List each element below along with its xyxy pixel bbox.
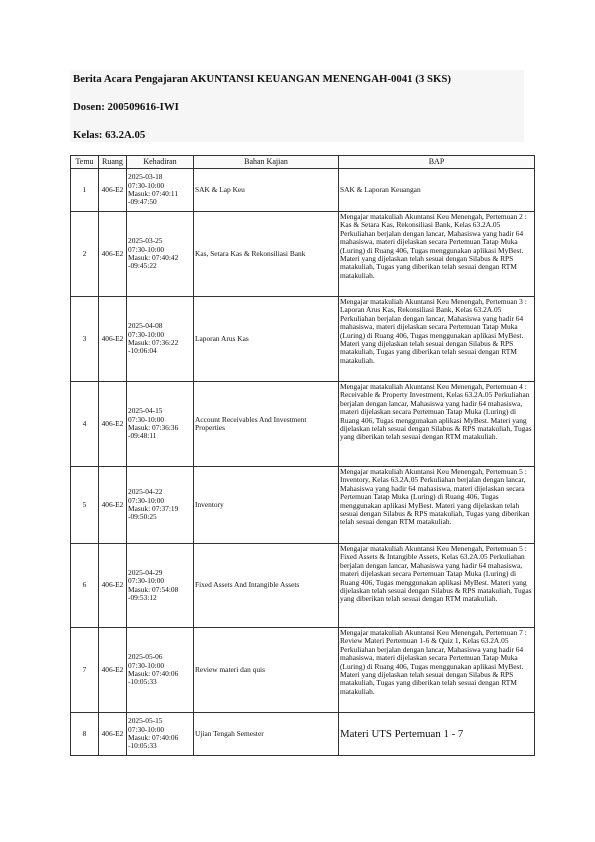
cell-kehadiran: 2025-04-22 07:30-10:00 Masuk: 07:37:19 -09:50:25 — [127, 467, 194, 544]
table-row — [71, 297, 535, 382]
attendance-table — [70, 155, 535, 756]
cell-ruang: 406-E2 — [99, 467, 127, 544]
cell-kehadiran: 2025-05-15 07:30-10:00 Masuk: 07:40:06 -10:05:33 — [127, 713, 194, 756]
lecturer-info: Dosen: 200509616-IWI — [73, 101, 179, 113]
table-row — [71, 713, 535, 756]
cell-ruang: 406-E2 — [99, 544, 127, 628]
cell-bap: Mengajar matakuliah Akuntansi Keu Menengah, Pertemuan 4 : Receivable & Property Investment, Kelas 63.2A.05 Perkuliahan berjalan dengan lancar, Mahasiswa yang hadir 64 mahasiswa, materi dijelaskan secara Pertemuan Tatap Muka (Luring) di Ruang 406, Tugas menggunakan aplikasi MyBest. Materi yang dijelaskan telah sesuai dengan Silabus & RPS matakuliah, Tugas yang diberikan telah sesuai dengan RTM matakuliah. — [339, 382, 535, 467]
cell-ruang: 406-E2 — [99, 713, 127, 756]
cell-temu: 4 — [71, 382, 99, 467]
cell-temu: 7 — [71, 628, 99, 713]
cell-temu: 3 — [71, 297, 99, 382]
cell-bahan-kajian: Fixed Assets And Intangible Assets — [194, 544, 339, 628]
column-header-bap: BAP — [339, 156, 535, 169]
cell-bap: SAK & Laporan Keuangan — [339, 169, 535, 212]
cell-bap: Mengajar matakuliah Akuntansi Keu Menengah, Pertemuan 7 : Review Materi Pertemuan 1-6 & Quiz 1, Kelas 63.2A.05 Perkuliahan berjalan dengan lancar, Mahasiswa yang hadir 64 mahasiswa, materi dijelaskan secara Pertemuan Tatap Muka (Luring) di Ruang 406, Tugas menggunakan aplikasi MyBest. Materi yang dijelaskan telah sesuai dengan Silabus & RPS matakuliah, Tugas yang diberikan telah sesuai dengan RTM matakuliah. — [339, 628, 535, 713]
cell-kehadiran: 2025-03-18 07:30-10:00 Masuk: 07:40:11 -09:47:50 — [127, 169, 194, 212]
cell-kehadiran: 2025-03-25 07:30-10:00 Masuk: 07:40:42 -09:45:22 — [127, 212, 194, 297]
class-info: Kelas: 63.2A.05 — [73, 129, 146, 141]
cell-bahan-kajian: Account Receivables And Investment Properties — [194, 382, 339, 467]
cell-bap: Mengajar matakuliah Akuntansi Keu Menengah, Pertemuan 2 : Kas & Setara Kas, Rekonsiliasi Bank, Kelas 63.2A.05 Perkuliahan berjalan dengan lancar, Mahasiswa yang hadir 64 mahasiswa, materi dijelaskan secara Pertemuan Tatap Muka (Luring) di Ruang 406, Tugas menggunakan aplikasi MyBest. Materi yang dijelaskan telah sesuai dengan Silabus & RPS matakuliah, Tugas yang diberikan telah sesuai dengan RTM matakuliah. — [339, 212, 535, 297]
cell-temu: 2 — [71, 212, 99, 297]
cell-kehadiran: 2025-05-06 07:30-10:00 Masuk: 07:40:06 -10:05:33 — [127, 628, 194, 713]
cell-ruang: 406-E2 — [99, 628, 127, 713]
cell-kehadiran: 2025-04-15 07:30-10:00 Masuk: 07:36:36 -09:48:11 — [127, 382, 194, 467]
table-row — [71, 628, 535, 713]
cell-bahan-kajian: Kas, Setara Kas & Rekonsiliasi Bank — [194, 212, 339, 297]
cell-ruang: 406-E2 — [99, 169, 127, 212]
table-row — [71, 467, 535, 544]
cell-bap: Mengajar matakuliah Akuntansi Keu Menengah, Pertemuan 3 : Laporan Arus Kas, Rekonsiliasi Bank, Kelas 63.2A.05 Perkuliahan berjalan dengan lancar, Mahasiswa yang hadir 64 mahasiswa, materi dijelaskan secara Pertemuan Tatap Muka (Luring) di Ruang 406, Tugas menggunakan aplikasi MyBest. Materi yang dijelaskan telah sesuai dengan Silabus & RPS matakuliah, Tugas yang diberikan telah sesuai dengan RTM matakuliah. — [339, 297, 535, 382]
cell-ruang: 406-E2 — [99, 212, 127, 297]
table-row — [71, 544, 535, 628]
cell-bahan-kajian: Review materi dan quis — [194, 628, 339, 713]
column-header-kehadiran: Kehadiran — [127, 156, 194, 169]
cell-bap: Materi UTS Pertemuan 1 - 7 — [339, 713, 535, 756]
cell-bahan-kajian: Ujian Tengah Semester — [194, 713, 339, 756]
cell-bahan-kajian: SAK & Lap Keu — [194, 169, 339, 212]
cell-bahan-kajian: Inventory — [194, 467, 339, 544]
table-header-row — [71, 156, 535, 169]
cell-bap: Mengajar matakuliah Akuntansi Keu Menengah, Pertemuan 5 : Fixed Assets & Intangible Assets, Kelas 63.2A.05 Perkuliahan berjalan dengan lancar, Mahasiswa yang hadir 64 mahasiswa, materi dijelaskan secara Pertemuan Tatap Muka (Luring) di Ruang 406, Tugas menggunakan aplikasi MyBest. Materi yang dijelaskan telah sesuai dengan Silabus & RPS matakuliah, Tugas yang diberikan telah sesuai dengan RTM matakuliah. — [339, 544, 535, 628]
cell-kehadiran: 2025-04-08 07:30-10:00 Masuk: 07:36:22 -10:06:04 — [127, 297, 194, 382]
cell-bap: Mengajar matakuliah Akuntansi Keu Menengah, Pertemuan 5 : Inventory, Kelas 63.2A.05 Perkuliahan berjalan dengan lancar, Mahasiswa yang hadir 64 mahasiswa, materi dijelaskan secara Pertemuan Tatap Muka (Luring) di Ruang 406, Tugas menggunakan aplikasi MyBest. Materi yang dijelaskan telah sesuai dengan Silabus & RPS matakuliah, Tugas yang diberikan telah sesuai dengan RTM matakuliah. — [339, 467, 535, 544]
cell-bahan-kajian: Laporan Arus Kas — [194, 297, 339, 382]
column-header-bahan-kajian: Bahan Kajian — [194, 156, 339, 169]
table-row — [71, 382, 535, 467]
cell-temu: 8 — [71, 713, 99, 756]
column-header-ruang: Ruang — [99, 156, 127, 169]
table-row — [71, 169, 535, 212]
document-title: Berita Acara Pengajaran AKUNTANSI KEUANGAN MENENGAH-0041 (3 SKS) — [73, 73, 451, 85]
cell-temu: 5 — [71, 467, 99, 544]
cell-temu: 1 — [71, 169, 99, 212]
cell-temu: 6 — [71, 544, 99, 628]
document-header — [70, 70, 524, 142]
column-header-temu: Temu — [71, 156, 99, 169]
cell-kehadiran: 2025-04-29 07:30-10:00 Masuk: 07:54:08 -09:53:12 — [127, 544, 194, 628]
table-row — [71, 212, 535, 297]
cell-ruang: 406-E2 — [99, 382, 127, 467]
cell-ruang: 406-E2 — [99, 297, 127, 382]
